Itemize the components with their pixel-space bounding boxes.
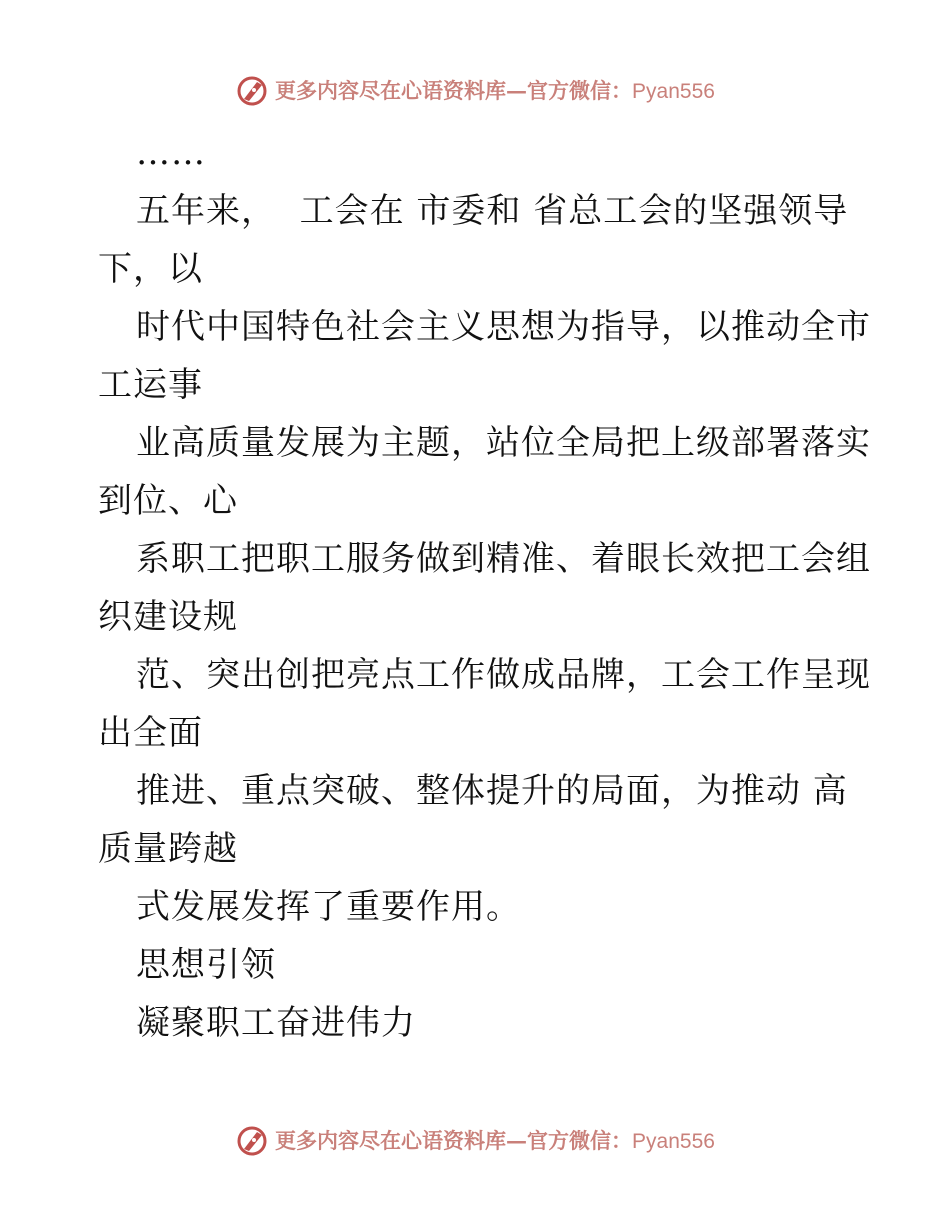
paragraph-line: 下，以 (98, 249, 203, 289)
paragraph-line: 系职工把职工服务做到精准、着眼长效把工会组 (136, 539, 871, 579)
paragraph-line: 质量跨越 (98, 829, 238, 869)
footer-watermark (0, 1120, 950, 1160)
paragraph-line: 业高质量发展为主题，站位全局把上级部署落实 (136, 423, 871, 463)
header-watermark (0, 70, 950, 110)
paragraph-line: 时代中国特色社会主义思想为指导，以推动全市 (136, 307, 871, 347)
paragraph-line: 式发展发挥了重要作用。 (136, 887, 521, 927)
watermark-text: 更多内容尽在心语资料库—官方微信：Pyan556 (275, 1128, 715, 1153)
paragraph-line: 出全面 (98, 713, 203, 753)
paragraph-line: …… (136, 133, 206, 173)
pen-nib-logo-icon (235, 73, 269, 107)
paragraph-line: 范、突出创把亮点工作做成品牌，工会工作呈现 (136, 655, 871, 695)
paragraph-line: 思想引领 (136, 945, 276, 985)
paragraph-line: 凝聚职工奋进伟力 (136, 1003, 416, 1043)
paragraph-line: 织建设规 (98, 597, 238, 637)
paragraph-line: 五年来， 工会在 市委和 省总工会的坚强领导 (136, 191, 849, 231)
pen-nib-logo-icon (235, 1123, 269, 1157)
paragraph-line: 工运事 (98, 365, 203, 405)
watermark-text: 更多内容尽在心语资料库—官方微信：Pyan556 (275, 78, 715, 103)
paragraph-line: 推进、重点突破、整体提升的局面，为推动 高 (136, 771, 848, 811)
document-body (98, 124, 871, 1052)
paragraph-line: 到位、心 (98, 481, 238, 521)
